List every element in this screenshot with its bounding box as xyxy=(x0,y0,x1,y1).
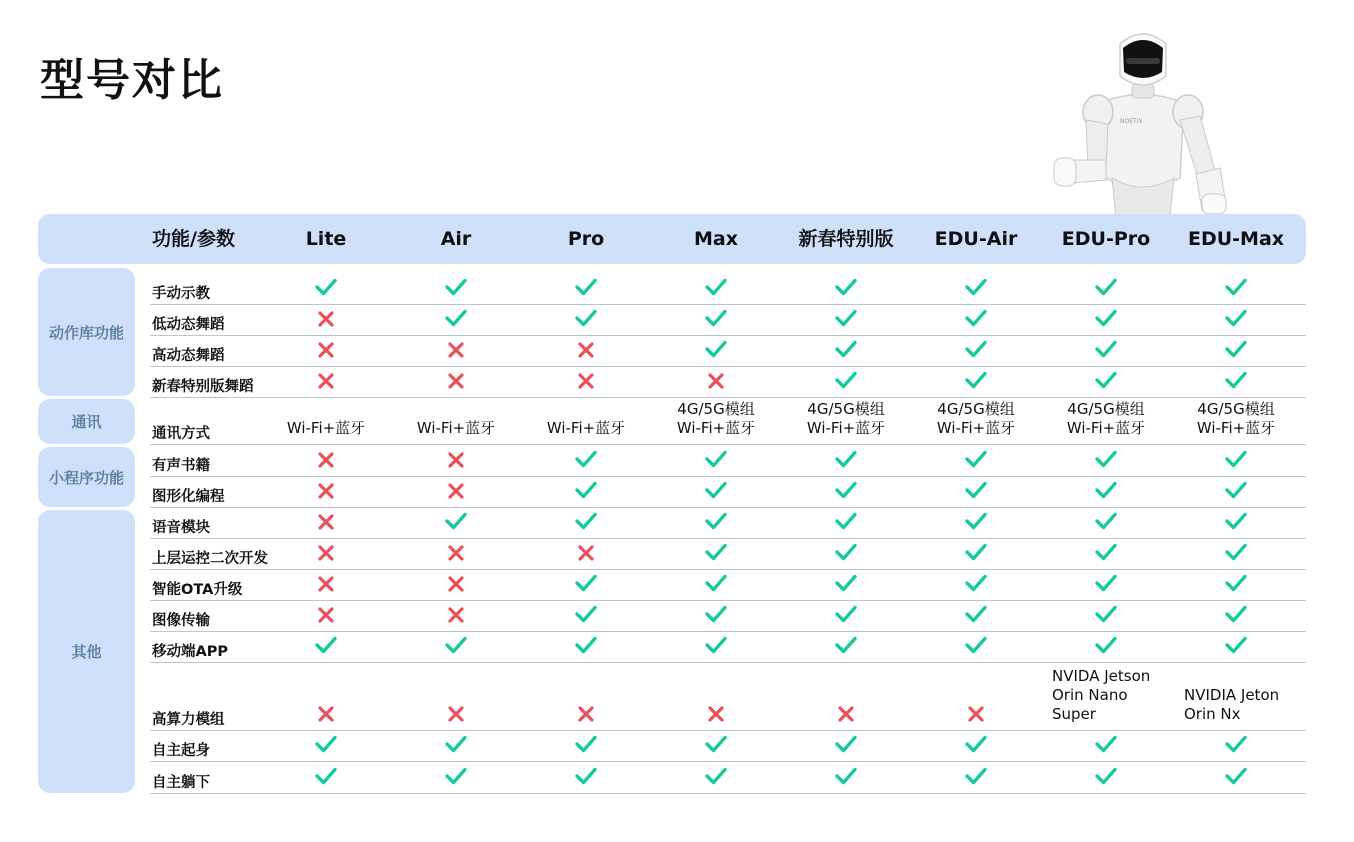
checkmark-icon xyxy=(1094,339,1118,359)
checkmark-icon xyxy=(574,277,598,297)
checkmark-icon xyxy=(964,604,988,624)
checkmark-icon xyxy=(704,573,728,593)
table-cell-text: Wi-Fi+蓝牙 xyxy=(286,419,366,437)
row-divider xyxy=(150,444,1306,445)
table-cell xyxy=(704,449,728,469)
table-cell xyxy=(574,277,598,297)
checkmark-icon xyxy=(834,542,858,562)
checkmark-icon xyxy=(834,511,858,531)
table-cell xyxy=(574,766,598,786)
header-model-4: 新春特别版 xyxy=(798,228,894,250)
checkmark-icon xyxy=(834,604,858,624)
table-cell-text: Wi-Fi+蓝牙 xyxy=(546,419,626,437)
table-cell xyxy=(1094,339,1118,359)
table-cell-text: NVIDA Jetson Orin Nano Super xyxy=(1052,667,1151,723)
row-label: 智能OTA升级 xyxy=(152,582,243,598)
table-cell xyxy=(574,734,598,754)
checkmark-icon xyxy=(964,308,988,328)
checkmark-icon xyxy=(834,370,858,390)
table-cell xyxy=(317,341,335,359)
row-divider xyxy=(150,335,1306,336)
table-cell xyxy=(444,277,468,297)
table-cell xyxy=(834,604,858,624)
row-label: 移动端APP xyxy=(152,644,228,660)
cross-icon xyxy=(317,705,335,723)
table-cell-text: 4G/5G模组 Wi-Fi+蓝牙 xyxy=(676,400,756,437)
checkmark-icon xyxy=(834,635,858,655)
row-divider xyxy=(150,631,1306,632)
cross-icon xyxy=(967,705,985,723)
row-divider xyxy=(150,569,1306,570)
table-cell xyxy=(444,635,468,655)
row-label: 语音模块 xyxy=(152,520,210,536)
checkmark-icon xyxy=(1224,480,1248,500)
checkmark-icon xyxy=(704,308,728,328)
table-cell xyxy=(967,705,985,723)
checkmark-icon xyxy=(1094,370,1118,390)
table-cell xyxy=(317,451,335,469)
checkmark-icon xyxy=(574,734,598,754)
checkmark-icon xyxy=(444,511,468,531)
table-cell xyxy=(964,370,988,390)
table-cell xyxy=(704,734,728,754)
table-cell xyxy=(964,542,988,562)
table-cell xyxy=(574,511,598,531)
cross-icon xyxy=(317,372,335,390)
row-label: 图形化编程 xyxy=(152,489,225,505)
table-cell xyxy=(834,308,858,328)
table-cell xyxy=(577,705,595,723)
checkmark-icon xyxy=(1094,766,1118,786)
checkmark-icon xyxy=(704,604,728,624)
table-cell xyxy=(317,606,335,624)
cross-icon xyxy=(317,310,335,328)
table-cell xyxy=(574,308,598,328)
table-cell xyxy=(964,339,988,359)
checkmark-icon xyxy=(964,277,988,297)
table-cell-text: 4G/5G模组 Wi-Fi+蓝牙 xyxy=(936,400,1016,437)
table-cell xyxy=(1094,573,1118,593)
cross-icon xyxy=(317,544,335,562)
header-model-5: EDU-Air xyxy=(934,228,1018,250)
cross-icon xyxy=(577,705,595,723)
row-divider xyxy=(150,761,1306,762)
checkmark-icon xyxy=(1094,449,1118,469)
table-cell xyxy=(964,449,988,469)
checkmark-icon xyxy=(1224,542,1248,562)
table-cell xyxy=(314,635,338,655)
table-cell xyxy=(704,766,728,786)
checkmark-icon xyxy=(834,449,858,469)
table-cell xyxy=(1094,511,1118,531)
table-cell xyxy=(834,573,858,593)
table-cell xyxy=(1094,734,1118,754)
table-cell xyxy=(834,511,858,531)
checkmark-icon xyxy=(314,277,338,297)
checkmark-icon xyxy=(1094,480,1118,500)
checkmark-icon xyxy=(314,734,338,754)
table-cell xyxy=(834,370,858,390)
table-cell xyxy=(317,372,335,390)
checkmark-icon xyxy=(314,766,338,786)
table-cell xyxy=(1094,277,1118,297)
cross-icon xyxy=(577,544,595,562)
row-divider xyxy=(150,304,1306,305)
table-cell xyxy=(447,705,465,723)
table-cell xyxy=(574,449,598,469)
table-cell xyxy=(704,604,728,624)
header-model-0: Lite xyxy=(305,228,347,250)
row-label: 图像传输 xyxy=(152,613,210,629)
table-cell xyxy=(447,482,465,500)
table-cell xyxy=(707,705,725,723)
checkmark-icon xyxy=(444,766,468,786)
table-cell xyxy=(1094,449,1118,469)
checkmark-icon xyxy=(834,734,858,754)
table-cell xyxy=(704,573,728,593)
checkmark-icon xyxy=(964,339,988,359)
checkmark-icon xyxy=(704,480,728,500)
row-label: 上层运控二次开发 xyxy=(152,551,268,567)
table-cell xyxy=(704,542,728,562)
checkmark-icon xyxy=(704,542,728,562)
table-cell xyxy=(317,705,335,723)
table-cell xyxy=(704,308,728,328)
checkmark-icon xyxy=(704,277,728,297)
table-header xyxy=(38,214,1306,264)
cross-icon xyxy=(707,372,725,390)
row-label: 手动示教 xyxy=(152,286,210,302)
row-label: 高动态舞蹈 xyxy=(152,348,225,364)
cross-icon xyxy=(317,451,335,469)
checkmark-icon xyxy=(964,511,988,531)
cross-icon xyxy=(837,705,855,723)
row-divider xyxy=(150,476,1306,477)
checkmark-icon xyxy=(1224,339,1248,359)
cross-icon xyxy=(447,341,465,359)
checkmark-icon xyxy=(704,734,728,754)
cross-icon xyxy=(577,372,595,390)
table-cell xyxy=(574,480,598,500)
checkmark-icon xyxy=(964,480,988,500)
row-label: 通讯方式 xyxy=(152,426,210,442)
checkmark-icon xyxy=(834,339,858,359)
table-cell xyxy=(447,544,465,562)
table-cell xyxy=(834,734,858,754)
checkmark-icon xyxy=(704,511,728,531)
category-label: 其他 xyxy=(38,510,135,793)
table-cell xyxy=(314,734,338,754)
category-label: 小程序功能 xyxy=(38,447,135,507)
checkmark-icon xyxy=(704,339,728,359)
table-cell xyxy=(1224,511,1248,531)
table-cell-text: 4G/5G模组 Wi-Fi+蓝牙 xyxy=(1066,400,1146,437)
table-cell xyxy=(577,372,595,390)
table-cell xyxy=(1094,480,1118,500)
cross-icon xyxy=(317,482,335,500)
table-cell xyxy=(1094,542,1118,562)
table-cell xyxy=(964,635,988,655)
table-cell xyxy=(834,339,858,359)
table-cell xyxy=(1224,573,1248,593)
row-divider xyxy=(150,507,1306,508)
table-cell xyxy=(834,635,858,655)
checkmark-icon xyxy=(964,734,988,754)
table-cell xyxy=(704,511,728,531)
table-cell xyxy=(577,341,595,359)
table-cell xyxy=(707,372,725,390)
cross-icon xyxy=(317,513,335,531)
checkmark-icon xyxy=(964,766,988,786)
table-cell xyxy=(1224,277,1248,297)
checkmark-icon xyxy=(1224,734,1248,754)
cross-icon xyxy=(317,575,335,593)
header-model-7: EDU-Max xyxy=(1187,228,1285,250)
svg-text:NOETIX: NOETIX xyxy=(1120,118,1143,125)
header-model-3: Max xyxy=(694,228,738,250)
row-divider xyxy=(150,366,1306,367)
checkmark-icon xyxy=(1094,573,1118,593)
checkmark-icon xyxy=(1094,511,1118,531)
checkmark-icon xyxy=(574,635,598,655)
table-cell xyxy=(1094,604,1118,624)
cross-icon xyxy=(447,575,465,593)
table-cell xyxy=(447,372,465,390)
table-cell xyxy=(964,604,988,624)
table-cell xyxy=(1224,734,1248,754)
table-cell xyxy=(314,766,338,786)
table-cell xyxy=(314,277,338,297)
checkmark-icon xyxy=(1094,308,1118,328)
checkmark-icon xyxy=(1224,277,1248,297)
cross-icon xyxy=(447,705,465,723)
checkmark-icon xyxy=(314,635,338,655)
table-cell xyxy=(444,734,468,754)
table-cell xyxy=(704,277,728,297)
checkmark-icon xyxy=(964,449,988,469)
checkmark-icon xyxy=(834,277,858,297)
checkmark-icon xyxy=(704,766,728,786)
table-cell xyxy=(704,480,728,500)
checkmark-icon xyxy=(1224,766,1248,786)
table-cell xyxy=(834,480,858,500)
checkmark-icon xyxy=(574,766,598,786)
row-label: 自主躺下 xyxy=(152,775,210,791)
table-cell xyxy=(444,308,468,328)
checkmark-icon xyxy=(834,480,858,500)
table-cell xyxy=(964,308,988,328)
cross-icon xyxy=(317,341,335,359)
table-cell-text: Wi-Fi+蓝牙 xyxy=(416,419,496,437)
table-cell xyxy=(964,277,988,297)
table-cell xyxy=(964,480,988,500)
table-cell xyxy=(1224,635,1248,655)
table-cell xyxy=(317,544,335,562)
table-cell xyxy=(704,339,728,359)
row-label: 高算力模组 xyxy=(152,712,225,728)
checkmark-icon xyxy=(1094,604,1118,624)
cross-icon xyxy=(447,482,465,500)
row-label: 新春特别版舞蹈 xyxy=(152,379,254,395)
row-divider xyxy=(150,397,1306,398)
table-cell xyxy=(1224,542,1248,562)
header-model-2: Pro xyxy=(567,228,605,250)
table-cell xyxy=(444,511,468,531)
table-cell xyxy=(574,635,598,655)
table-cell xyxy=(1094,308,1118,328)
row-divider xyxy=(150,662,1306,663)
table-cell xyxy=(574,573,598,593)
checkmark-icon xyxy=(1094,542,1118,562)
table-cell xyxy=(447,451,465,469)
table-cell xyxy=(1224,604,1248,624)
checkmark-icon xyxy=(704,635,728,655)
checkmark-icon xyxy=(834,573,858,593)
checkmark-icon xyxy=(574,308,598,328)
table-cell xyxy=(1224,480,1248,500)
table-cell-text: 4G/5G模组 Wi-Fi+蓝牙 xyxy=(806,400,886,437)
table-cell xyxy=(964,766,988,786)
table-cell xyxy=(1224,766,1248,786)
row-label: 低动态舞蹈 xyxy=(152,317,225,333)
checkmark-icon xyxy=(444,277,468,297)
checkmark-icon xyxy=(444,635,468,655)
table-cell xyxy=(837,705,855,723)
category-label: 通讯 xyxy=(38,399,135,444)
row-divider xyxy=(150,730,1306,731)
cross-icon xyxy=(447,451,465,469)
checkmark-icon xyxy=(964,635,988,655)
cross-icon xyxy=(447,606,465,624)
cross-icon xyxy=(447,544,465,562)
checkmark-icon xyxy=(1094,734,1118,754)
table-cell xyxy=(1094,635,1118,655)
table-cell xyxy=(1224,308,1248,328)
checkmark-icon xyxy=(1094,277,1118,297)
cross-icon xyxy=(577,341,595,359)
checkmark-icon xyxy=(1224,604,1248,624)
checkmark-icon xyxy=(574,604,598,624)
checkmark-icon xyxy=(574,511,598,531)
checkmark-icon xyxy=(444,308,468,328)
cross-icon xyxy=(707,705,725,723)
header-model-6: EDU-Pro xyxy=(1061,228,1151,250)
checkmark-icon xyxy=(964,370,988,390)
checkmark-icon xyxy=(1224,635,1248,655)
table-cell xyxy=(964,734,988,754)
checkmark-icon xyxy=(704,449,728,469)
table-cell xyxy=(317,482,335,500)
checkmark-icon xyxy=(1224,511,1248,531)
table-cell xyxy=(1224,339,1248,359)
checkmark-icon xyxy=(1224,449,1248,469)
row-divider xyxy=(150,793,1306,794)
header-model-1: Air xyxy=(440,228,472,250)
header-param-label: 功能/参数 xyxy=(152,228,235,250)
table-cell xyxy=(447,341,465,359)
table-cell xyxy=(834,542,858,562)
checkmark-icon xyxy=(574,480,598,500)
table-cell-text: NVIDIA Jeton Orin Nx xyxy=(1184,686,1280,723)
table-cell xyxy=(1094,370,1118,390)
checkmark-icon xyxy=(1224,308,1248,328)
table-cell-text: 4G/5G模组 Wi-Fi+蓝牙 xyxy=(1196,400,1276,437)
checkmark-icon xyxy=(964,542,988,562)
table-cell xyxy=(1224,449,1248,469)
checkmark-icon xyxy=(834,308,858,328)
row-label: 有声书籍 xyxy=(152,458,210,474)
row-divider xyxy=(150,600,1306,601)
category-label: 动作库功能 xyxy=(38,268,135,396)
table-cell xyxy=(577,544,595,562)
table-cell xyxy=(317,575,335,593)
table-cell xyxy=(834,449,858,469)
table-cell xyxy=(444,766,468,786)
cross-icon xyxy=(447,372,465,390)
row-label: 自主起身 xyxy=(152,743,210,759)
checkmark-icon xyxy=(574,573,598,593)
checkmark-icon xyxy=(1224,370,1248,390)
table-cell xyxy=(1094,766,1118,786)
table-cell xyxy=(317,310,335,328)
checkmark-icon xyxy=(574,449,598,469)
table-cell xyxy=(704,635,728,655)
page-title: 型号对比 xyxy=(40,55,224,106)
table-cell xyxy=(964,573,988,593)
table-cell xyxy=(574,604,598,624)
table-cell xyxy=(834,766,858,786)
checkmark-icon xyxy=(964,573,988,593)
checkmark-icon xyxy=(834,766,858,786)
checkmark-icon xyxy=(1224,573,1248,593)
table-cell xyxy=(1224,370,1248,390)
row-divider xyxy=(150,538,1306,539)
table-cell xyxy=(447,606,465,624)
cross-icon xyxy=(317,606,335,624)
table-cell xyxy=(834,277,858,297)
table-cell xyxy=(964,511,988,531)
checkmark-icon xyxy=(1094,635,1118,655)
robot-illustration xyxy=(1050,28,1235,216)
table-cell xyxy=(317,513,335,531)
table-cell xyxy=(447,575,465,593)
checkmark-icon xyxy=(444,734,468,754)
